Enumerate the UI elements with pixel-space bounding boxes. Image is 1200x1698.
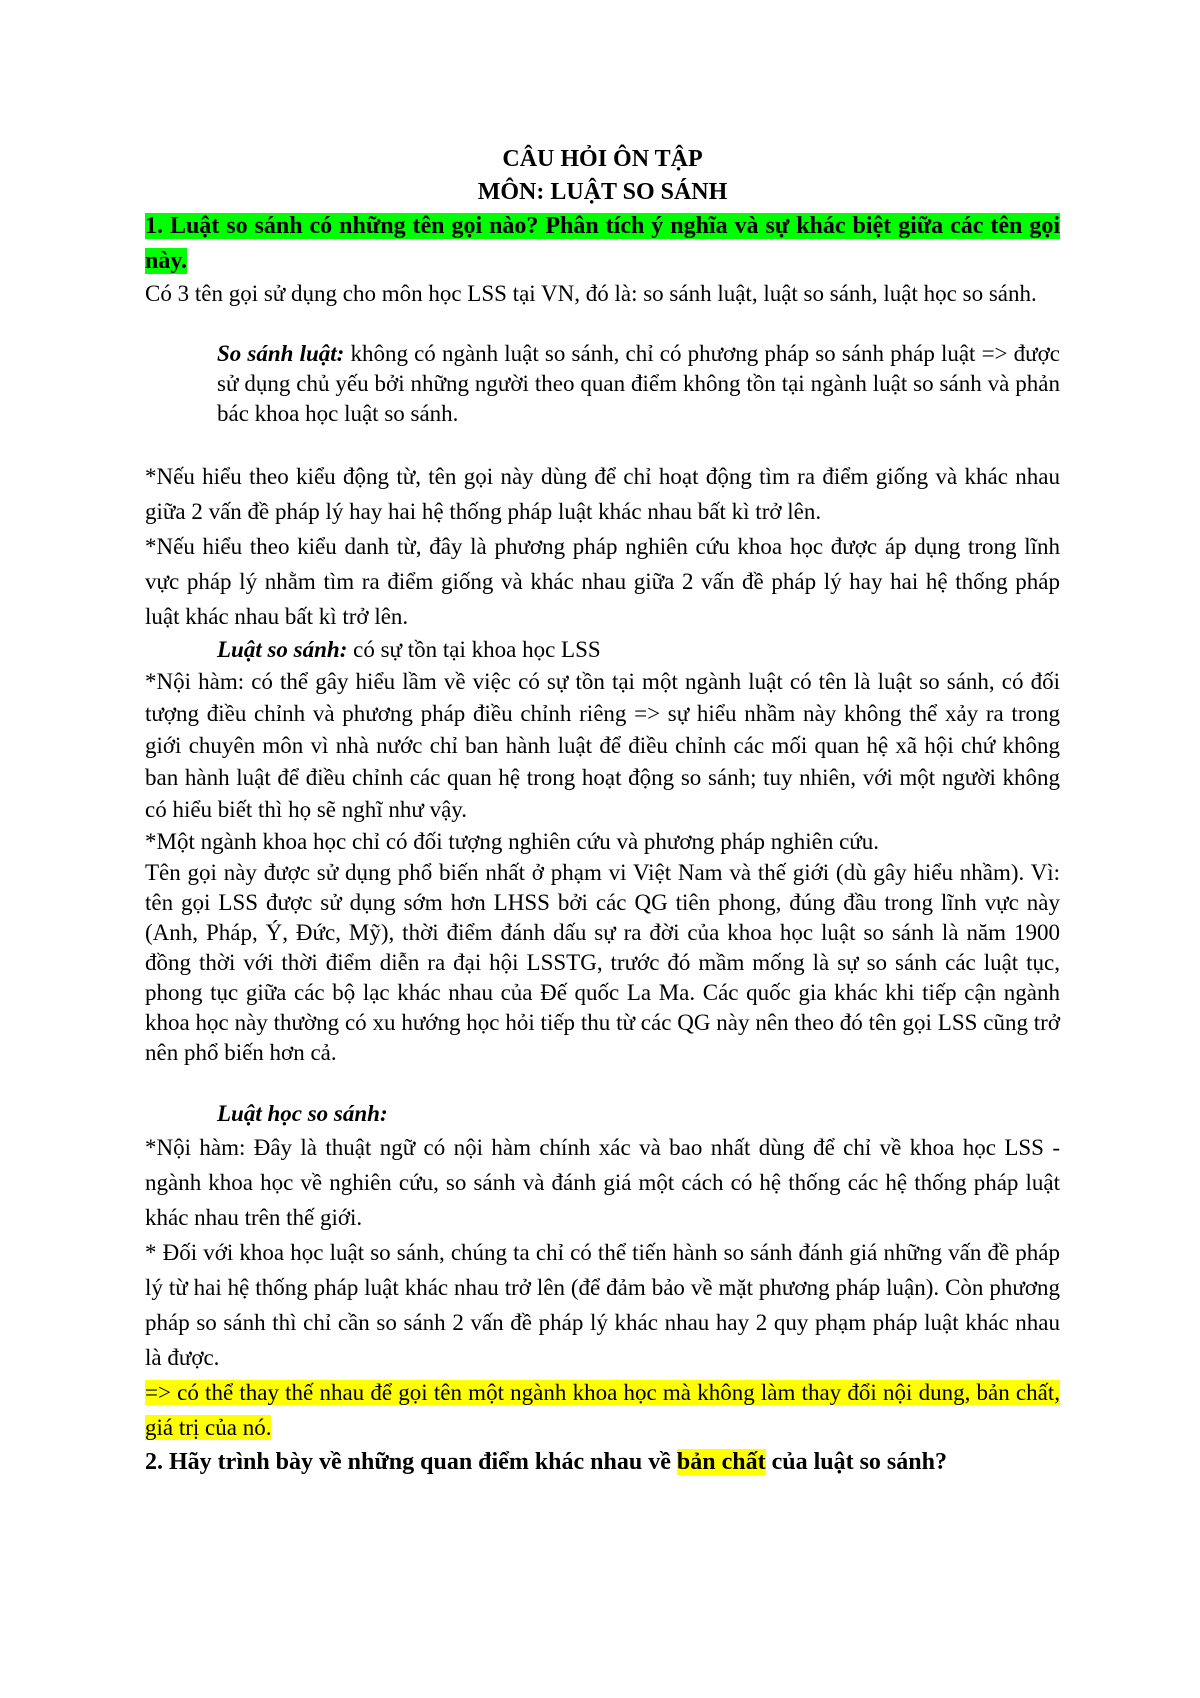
- intro-paragraph: Có 3 tên gọi sử dụng cho môn học LSS tại VN, đó là: so sánh luật, luật so sánh, luật học so sánh.: [145, 281, 1037, 306]
- spacer: [145, 309, 1060, 339]
- so-sanh-luat-noun: *Nếu hiểu theo kiểu danh từ, đây là phương pháp nghiên cứu khoa học được áp dụng trong lĩnh vực pháp lý nhằm tìm ra điểm giống và khác nhau giữa 2 vấn đề pháp lý hay hai hệ thống pháp luật khác nhau bất kì trở lên.: [145, 534, 1060, 629]
- title-line-2: MÔN: LUẬT SO SÁNH: [477, 179, 728, 205]
- so-sanh-luat-paragraph: [145, 339, 1060, 429]
- question-1: [145, 209, 1060, 279]
- spacer: [145, 1068, 1060, 1098]
- question-2-highlight: bản chất: [676, 1449, 766, 1475]
- luat-hoc-so-sanh-heading: [145, 1098, 1060, 1130]
- luat-hoc-so-sanh-doi-voi: * Đối với khoa học luật so sánh, chúng ta chỉ có thể tiến hành so sánh đánh giá những vấn đề pháp lý từ hai hệ thống pháp luật khác nhau trở lên (để đảm bảo về mặt phương pháp luận). Còn phương pháp so sánh thì chỉ cần so sánh 2 vấn đề pháp lý khác nhau hay 2 quy phạm pháp luật khác nhau là được.: [145, 1240, 1060, 1370]
- question-2: [145, 1445, 1060, 1480]
- luat-hoc-so-sanh-noi-ham: *Nội hàm: Đây là thuật ngữ có nội hàm chính xác và bao nhất dùng để chỉ về khoa học LSS - ngành khoa học về nghiên cứu, so sánh và đánh giá một cách có hệ thống các hệ thống pháp luật khác nhau trên thế giới.: [145, 1135, 1060, 1230]
- document-body: [145, 143, 1060, 1480]
- question-1-text: 1. Luật so sánh có những tên gọi nào? Phân tích ý nghĩa và sự khác biệt giữa các tên gọi này.: [145, 213, 1060, 274]
- luat-so-sanh-term: Luật so sánh:: [217, 637, 348, 662]
- question-2-before: 2. Hãy trình bày về những quan điểm khác nhau về: [145, 1449, 677, 1475]
- luat-so-sanh-heading: [145, 634, 1060, 666]
- spacer: [145, 429, 1060, 459]
- luat-so-sanh-text: có sự tồn tại khoa học LSS: [347, 637, 601, 662]
- luat-so-sanh-noi-ham: *Nội hàm: có thể gây hiểu lầm về việc có sự tồn tại một ngành luật có tên là luật so sánh, có đối tượng điều chỉnh và phương pháp điều chỉnh riêng => sự hiểu nhầm này không thể xảy ra trong giới chuyên môn vì nhà nước chỉ ban hành luật để điều chỉnh các mối quan hệ xã hội chứ không ban hành luật để điều chỉnh các quan hệ trong hoạt động so sánh; tuy nhiên, với một người không có hiểu biết thì họ sẽ nghĩ như vậy.: [145, 669, 1060, 822]
- document-title: [145, 143, 1060, 209]
- so-sanh-luat-term: So sánh luật:: [217, 341, 345, 366]
- question-2-after: của luật so sánh?: [765, 1449, 947, 1475]
- conclusion-paragraph: [145, 1375, 1060, 1445]
- luat-so-sanh-pho-bien: Tên gọi này được sử dụng phổ biến nhất ở phạm vi Việt Nam và thế giới (dù gây hiểu nhầm). Vì: tên gọi LSS được sử dụng sớm hơn LHSS bởi các QG tiên phong, đúng đầu trong lĩnh vực này (Anh, Pháp, Ý, Đức, Mỹ), thời điểm đánh dấu sự ra đời của khoa học luật so sánh là năm 1900 đồng thời với thời điểm diễn ra đại hội LSSTG, trước đó mầm mống là sự so sánh các luật tục, phong tục giữa các bộ lạc khác nhau của Đế quốc La Ma. Các quốc gia khác khi tiếp cận ngành khoa học này thường có xu hướng học hỏi tiếp thu từ các QG này nên theo đó tên gọi LSS cũng trở nên phổ biến hơn cả.: [145, 860, 1060, 1065]
- luat-so-sanh-nganh: *Một ngành khoa học chỉ có đối tượng nghiên cứu và phương pháp nghiên cứu.: [145, 829, 880, 854]
- so-sanh-luat-verb: *Nếu hiểu theo kiểu động từ, tên gọi này dùng để chỉ hoạt động tìm ra điểm giống và khác nhau giữa 2 vấn đề pháp lý hay hai hệ thống pháp luật khác nhau bất kì trở lên.: [145, 464, 1060, 524]
- conclusion-text: => có thể thay thế nhau để gọi tên một ngành khoa học mà không làm thay đổi nội dung, bản chất, giá trị của nó.: [145, 1380, 1060, 1440]
- title-line-1: CÂU HỎI ÔN TẬP: [502, 146, 703, 172]
- luat-hoc-so-sanh-term: Luật học so sánh:: [217, 1101, 388, 1126]
- so-sanh-luat-text: không có ngành luật so sánh, chỉ có phương pháp so sánh pháp luật => được sử dụng chủ yếu bởi những người theo quan điểm không tồn tại ngành luật so sánh và phản bác khoa học luật so sánh.: [217, 341, 1060, 426]
